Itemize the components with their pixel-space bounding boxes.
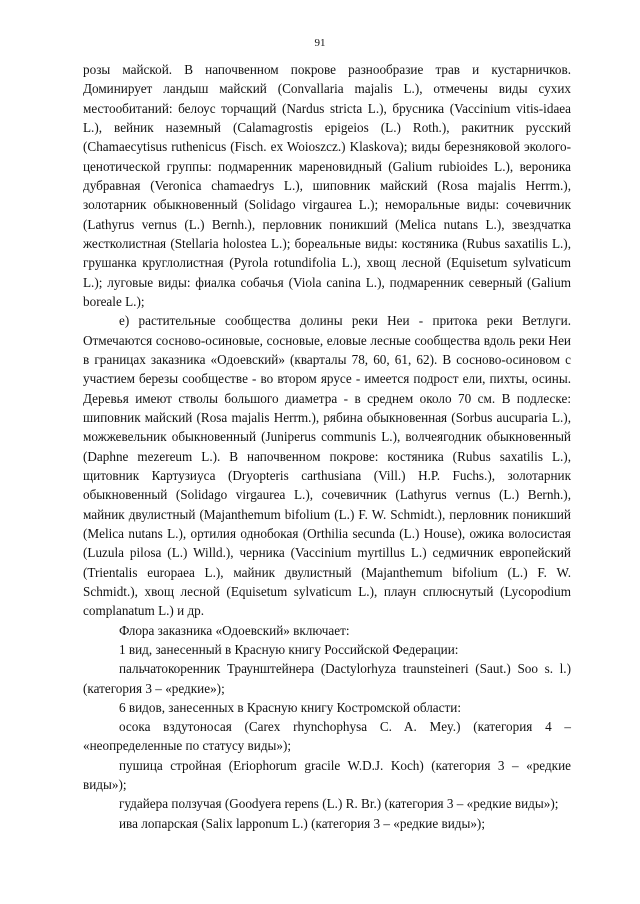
paragraph-goodyera: гудайера ползучая (Goodyera repens (L.) R. Br.) (категория 3 – «редкие виды»); (119, 796, 559, 812)
paragraph-flora-intro: Флора заказника «Одоевский» включает: (119, 622, 350, 638)
paragraph-rf-red-book: 1 вид, занесенный в Красную книгу Российской Федерации: (119, 641, 459, 657)
paragraph-kostroma-red-book: 6 видов, занесенных в Красную книгу Костромской области: (119, 699, 461, 715)
paragraph-dactylorhiza: пальчатокоренник Траунштейнера (Dactylorhyza traunsteineri (Saut.) Soo s. l.) (категория 3 – «редкие»); (83, 661, 571, 696)
paragraph-eriophorum: пушица стройная (Eriophorum gracile W.D.J. Koch) (категория 3 – «редкие виды»); (83, 757, 571, 793)
body-text (83, 60, 571, 833)
paragraph-salix: ива лопарская (Salix lapponum L.) (категория 3 – «редкие виды»); (119, 815, 485, 831)
paragraph-species-list: розы майской. В напочвенном покрове разнообразие трав и кустарничков. Доминирует ландыш майский (Convallaria majalis L.), отмечены виды сухих местообитаний: белоус торчащий (Nardus stricta L.), брусника (Vaccinium vitis-idaea L.), вейник наземный (Calamagrostis epigeios (L.) Roth.), ракитник русский (Chamaecytisus ruthenicus (Fisch. ex Woioszcz.) Klaskova); виды березняковой эколого-ценотической группы: подмаренник мареновидный (Galium rubioides L.), вероника дубравная (Veronica chamaedrys L.), шиповник майский (Rosa majalis Herrm.), золотарник обыкновенный (Solidago virgaurea L.); неморальные виды: сочевичник (Lathyrus vernus (L.) Bernh.), перловник поникший (Melica nutans L.), звездчатка жестколистная (Stellaria holostea L.); бореальные виды: костяника (Rubus saxatilis L.), грушанка круглолистная (Pyrola rotundifolia L.), хвощ лесной (Equisetum sylvaticum L.); луговые виды: фиалка собачья (Viola canina L.), подмаренник северный (Galium boreale L.); (83, 62, 571, 309)
page-number: 91 (314, 37, 326, 49)
paragraph-neya-river: е) растительные сообщества долины реки Неи - притока реки Ветлуги. Отмечаются сосново-осиновые, сосновые, еловые лесные сообщества вдоль реки Неи в границах заказника «Одоевский» (кварталы 78, 60, 61, 62). В сосново-осиновом с участием березы сообществе - во втором ярусе - имеется подрост ели, пихты, осины. Деревья имеют стволы большого диаметра - в среднем около 70 см. В подлеске: шиповник майский (Rosa majalis Herrm.), рябина обыкновенная (Sorbus aucuparia L.), можжевельник обыкновенный (Juniperus communis L.), волчеягодник обыкновенный (Daphne mezereum L.). В напочвенном покрове: костяника (Rubus saxatilis L.), щитовник Картузиуса (Dryopteris carthusiana (Vill.) H.P. Fuchs.), золотарник обыкновенный (Solidago virgaurea L.), сочевичник (Lathyrus vernus (L.) Bernh.), майник двулистный (Majanthemum bifolium (L.) F. W. Schmidt.), перловник поникший (Melica nutans L.), ортилия однобокая (Orthilia secunda (L.) House), ожика волосистая (Luzula pilosa (L.) Willd.), черника (Vaccinium myrtillus L.) седмичник европейский (Trientalis europaea L.), майник двулистный (Majanthemum bifolium (L.) F. W. Schmidt.), хвощ лесной (Equisetum sylvaticum L.), плаун сплюснутый (Lycopodium complanatum L.) и др. (83, 313, 571, 619)
paragraph-carex: осока вздутоносая (Carex rhynchophysa C. A. Mey.) (категория 4 – «неопределенные по статусу виды»); (83, 719, 571, 754)
